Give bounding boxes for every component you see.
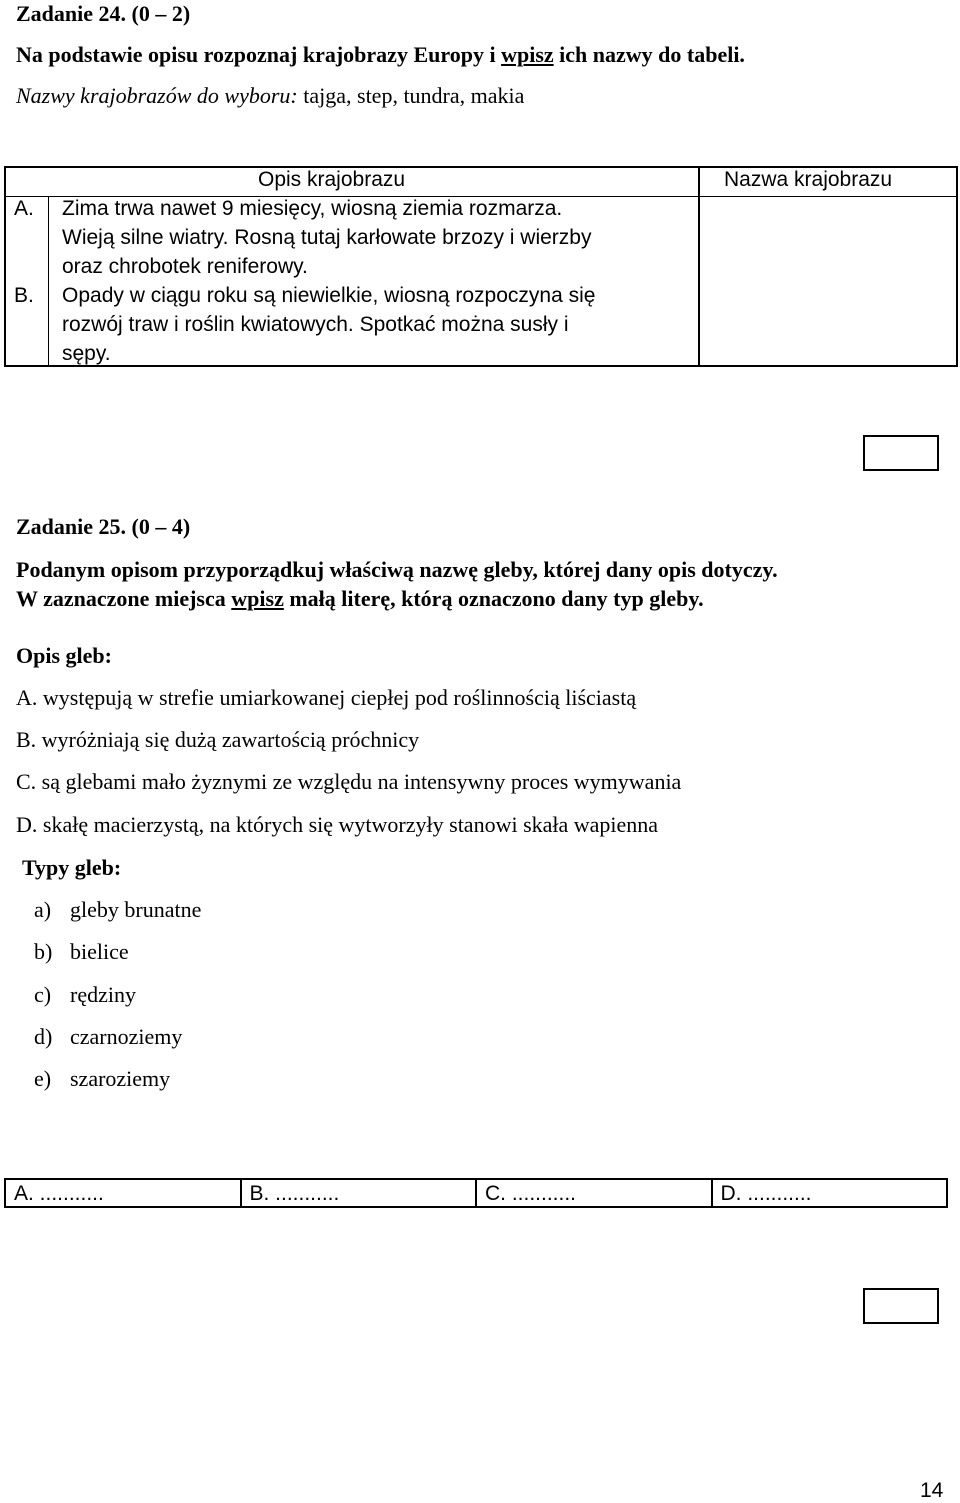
answer-cell-a[interactable]: A. ........... (6, 1180, 242, 1206)
landscape-name-answer-cell[interactable] (700, 197, 956, 365)
soil-description-c: C. są glebami mało żyznymi ze względu na intensywny proces wymywania (16, 769, 682, 794)
score-box-task24[interactable] (863, 435, 939, 471)
task25-instruction-1: Podanym opisom przyporządkuj właściwą nazwę gleby, której dany opis dotyczy. (16, 557, 778, 582)
task24-options (16, 83, 524, 109)
soil-type-letter-c: c) (34, 982, 52, 1007)
answer-table (4, 1178, 948, 1208)
task24-instruction (16, 42, 745, 68)
header-landscape-name: Nazwa krajobrazu (724, 168, 893, 191)
row-a-line-3: oraz chrobotek reniferowy. (62, 255, 308, 278)
row-b-letter: B. (14, 284, 34, 307)
page-number: 14 (920, 1479, 944, 1502)
soil-description-d: D. skałę macierzystą, na których się wytworzyły stanowi skała wapienna (16, 812, 659, 837)
soil-types-heading: Typy gleb: (22, 855, 122, 880)
row-b-line-2: rozwój traw i roślin kwiatowych. Spotkać można susły i (62, 313, 569, 336)
row-a-letter: A. (14, 197, 34, 220)
header-description: Opis krajobrazu (258, 168, 406, 191)
task24-title: Zadanie 24. (0 – 2) (16, 1, 191, 26)
soil-type-name-e: szaroziemy (70, 1066, 171, 1091)
answer-cell-d[interactable]: D. ........... (720, 1182, 812, 1205)
soil-type-letter-b: b) (34, 939, 53, 964)
answer-cell-b[interactable]: B. ........... (242, 1180, 478, 1206)
soil-type-letter-d: d) (34, 1024, 53, 1049)
soil-type-name-d: czarnoziemy (70, 1024, 183, 1049)
soil-type-name-a: gleby brunatne (70, 897, 202, 922)
soil-type-letter-a: a) (34, 897, 52, 922)
row-b-line-3: sępy. (62, 342, 111, 365)
task25-instruction-2 (16, 586, 704, 612)
soil-type-letter-e: e) (34, 1066, 52, 1091)
soil-type-name-b: bielice (70, 939, 129, 964)
score-box-task25[interactable] (863, 1288, 939, 1324)
task24-options-label: Nazwy krajobrazów do wyboru: (16, 83, 298, 108)
soil-description-a: A. występują w strefie umiarkowanej ciepłej pod roślinnością liściastą (16, 685, 637, 710)
task25-instruction-2-underlined: wpisz (231, 586, 284, 611)
task25-instruction-2-post: małą literę, którą oznaczono dany typ gleby. (283, 586, 704, 611)
answer-cell-c[interactable]: C. ........... (477, 1180, 713, 1206)
row-b-line-1: Opady w ciągu roku są niewielkie, wiosną rozpoczyna się (62, 284, 596, 307)
task24-instruction-underlined: wpisz (501, 42, 554, 67)
row-a-line-1: Zima trwa nawet 9 miesięcy, wiosną ziemia rozmarza. (62, 197, 563, 220)
task25-instruction-2-pre: W zaznaczone miejsca (16, 586, 232, 611)
landscape-table (4, 166, 958, 367)
row-a-line-2: Wieją silne wiatry. Rosną tutaj karłowate brzozy i wierzby (62, 226, 592, 249)
task24-instruction-pre: Na podstawie opisu rozpoznaj krajobrazy Europy i (16, 42, 502, 67)
task24-instruction-post: ich nazwy do tabeli. (553, 42, 745, 67)
soil-description-b: B. wyróżniają się dużą zawartością próchnicy (16, 727, 420, 752)
task25-title: Zadanie 25. (0 – 4) (16, 514, 191, 539)
task24-options-list: tajga, step, tundra, makia (297, 83, 525, 108)
soil-type-name-c: rędziny (70, 982, 136, 1007)
soil-descriptions-heading: Opis gleb: (16, 643, 112, 668)
